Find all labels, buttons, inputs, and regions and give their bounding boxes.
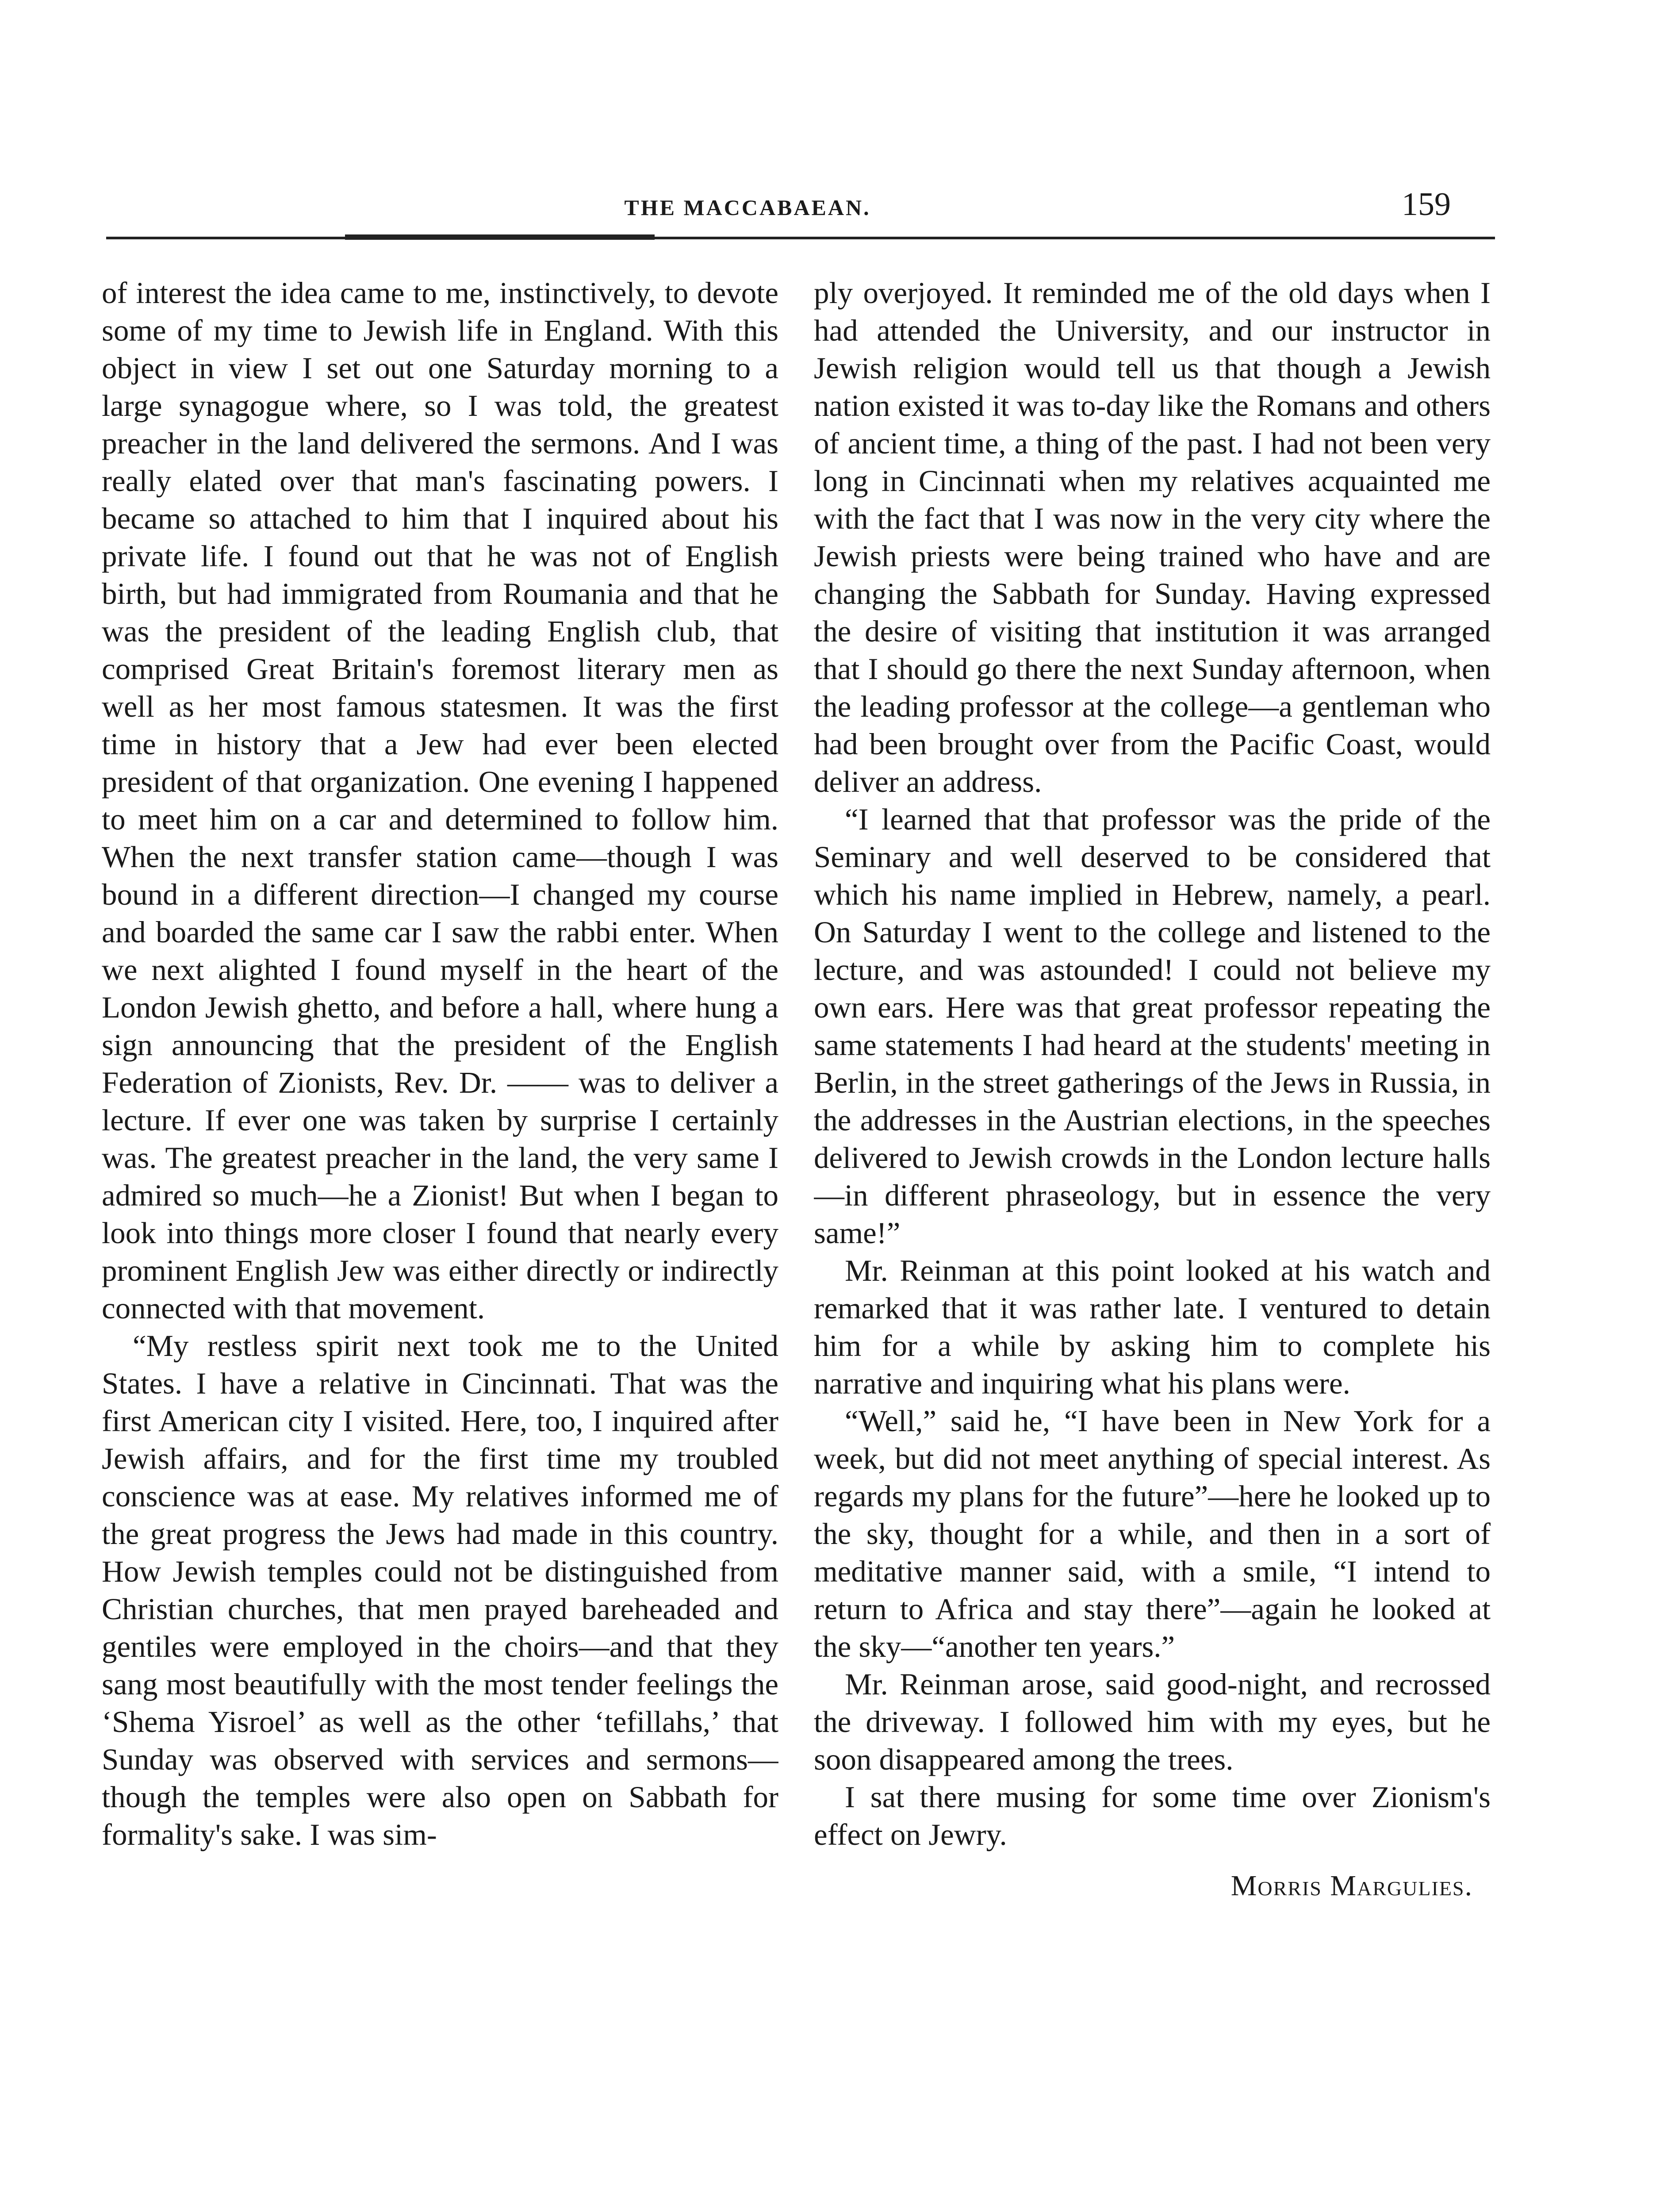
paragraph: Mr. Reinman at this point looked at his watch and remarked that it was rather late. I ventured to detain him for a while by asking him to complete his narrative and inquiring what his plans were. bbox=[814, 1254, 1491, 1400]
paragraph: I sat there musing for some time over Zionism's effect on Jewry. bbox=[814, 1780, 1491, 1851]
author-signature: Morris Margulies. bbox=[1230, 1870, 1473, 1902]
header-rule-accent bbox=[345, 234, 655, 240]
left-column bbox=[102, 274, 778, 2203]
paragraph: “I learned that that professor was the pride of the Seminary and well deserved to be considered that which his name implied in Hebrew, namely, a pearl. On Saturday I went to the college and listened to the lecture, and was astounded! I could not believe my own ears. Here was that great professor repeating the same statements I had heard at the students' meeting in Berlin, in the street gatherings of the Jews in Russia, in the addresses in the Austrian elections, in the speeches delivered to Jewish crowds in the London lecture halls—in different phraseology, but in essence the very same!” bbox=[814, 803, 1491, 1250]
paragraph: “My restless spirit next took me to the United States. I have a relative in Cincinnati. That was the first American city I visited. Here, too, I inquired after Jewish affairs, and for the first time my troubled conscience was at ease. My relatives informed me of the great progress the Jews had made in this country. How Jewish temples could not be distinguished from Christian churches, that men prayed bareheaded and gentiles were employed in the choirs—and that they sang most beautifully with the most tender feelings the ‘Shema Yisroel’ as well as the other ‘tefillahs,’ that Sunday was observed with services and sermons—though the temples were also open on Sabbath for formality's sake. I was sim- bbox=[102, 1329, 778, 1851]
page-number: 159 bbox=[1402, 186, 1451, 223]
running-head bbox=[0, 186, 1656, 230]
header-rule bbox=[106, 237, 1495, 239]
paragraph: “Well,” said he, “I have been in New York for a week, but did not meet anything of special interest. As regards my plans for the future”—here he looked up to the sky, thought for a while, and then in a sort of meditative manner said, with a smile, “I intend to return to Africa and stay there”—again he looked at the sky—“another ten years.” bbox=[814, 1404, 1491, 1663]
paragraph: ply overjoyed. It reminded me of the old days when I had attended the University, and our instructor in Jewish religion would tell us that though a Jewish nation existed it was to-day like the Romans and others of ancient time, a thing of the past. I had not been very long in Cincinnati when my relatives acquainted me with the fact that I was now in the very city where the Jewish priests were being trained who have and are changing the Sabbath for Sunday. Having expressed the desire of visiting that institution it was arranged that I should go there the next Sunday afternoon, when the leading professor at the college—a gentleman who had been brought over from the Pacific Coast, would deliver an address. bbox=[814, 276, 1491, 799]
journal-title: THE MACCABAEAN. bbox=[624, 195, 871, 220]
paragraph: Mr. Reinman arose, said good-night, and recrossed the driveway. I followed him with my eyes, but he soon disappeared among the trees. bbox=[814, 1667, 1491, 1776]
paragraph: of interest the idea came to me, instinctively, to devote some of my time to Jewish life in England. With this object in view I set out one Saturday morning to a large synagogue where, so I was told, the greatest preacher in the land delivered the sermons. And I was really elated over that man's fascinating powers. I became so attached to him that I inquired about his private life. I found out that he was not of English birth, but had immigrated from Roumania and that he was the president of the leading English club, that comprised Great Britain's foremost literary men as well as her most famous statesmen. It was the first time in history that a Jew had ever been elected president of that organization. One evening I happened to meet him on a car and determined to follow him. When the next transfer station came—though I was bound in a different direction—I changed my course and boarded the same car I saw the rabbi enter. When we next alighted I found myself in the heart of the London Jewish ghetto, and before a hall, where hung a sign announcing that the president of the English Federation of Zionists, Rev. Dr. —— was to deliver a lecture. If ever one was taken by surprise I certainly was. The greatest preacher in the land, the very same I admired so much—he a Zionist! But when I began to look into things more closer I found that nearly every prominent English Jew was either directly or indirectly connected with that movement. bbox=[102, 276, 778, 1325]
right-column bbox=[814, 274, 1491, 2203]
